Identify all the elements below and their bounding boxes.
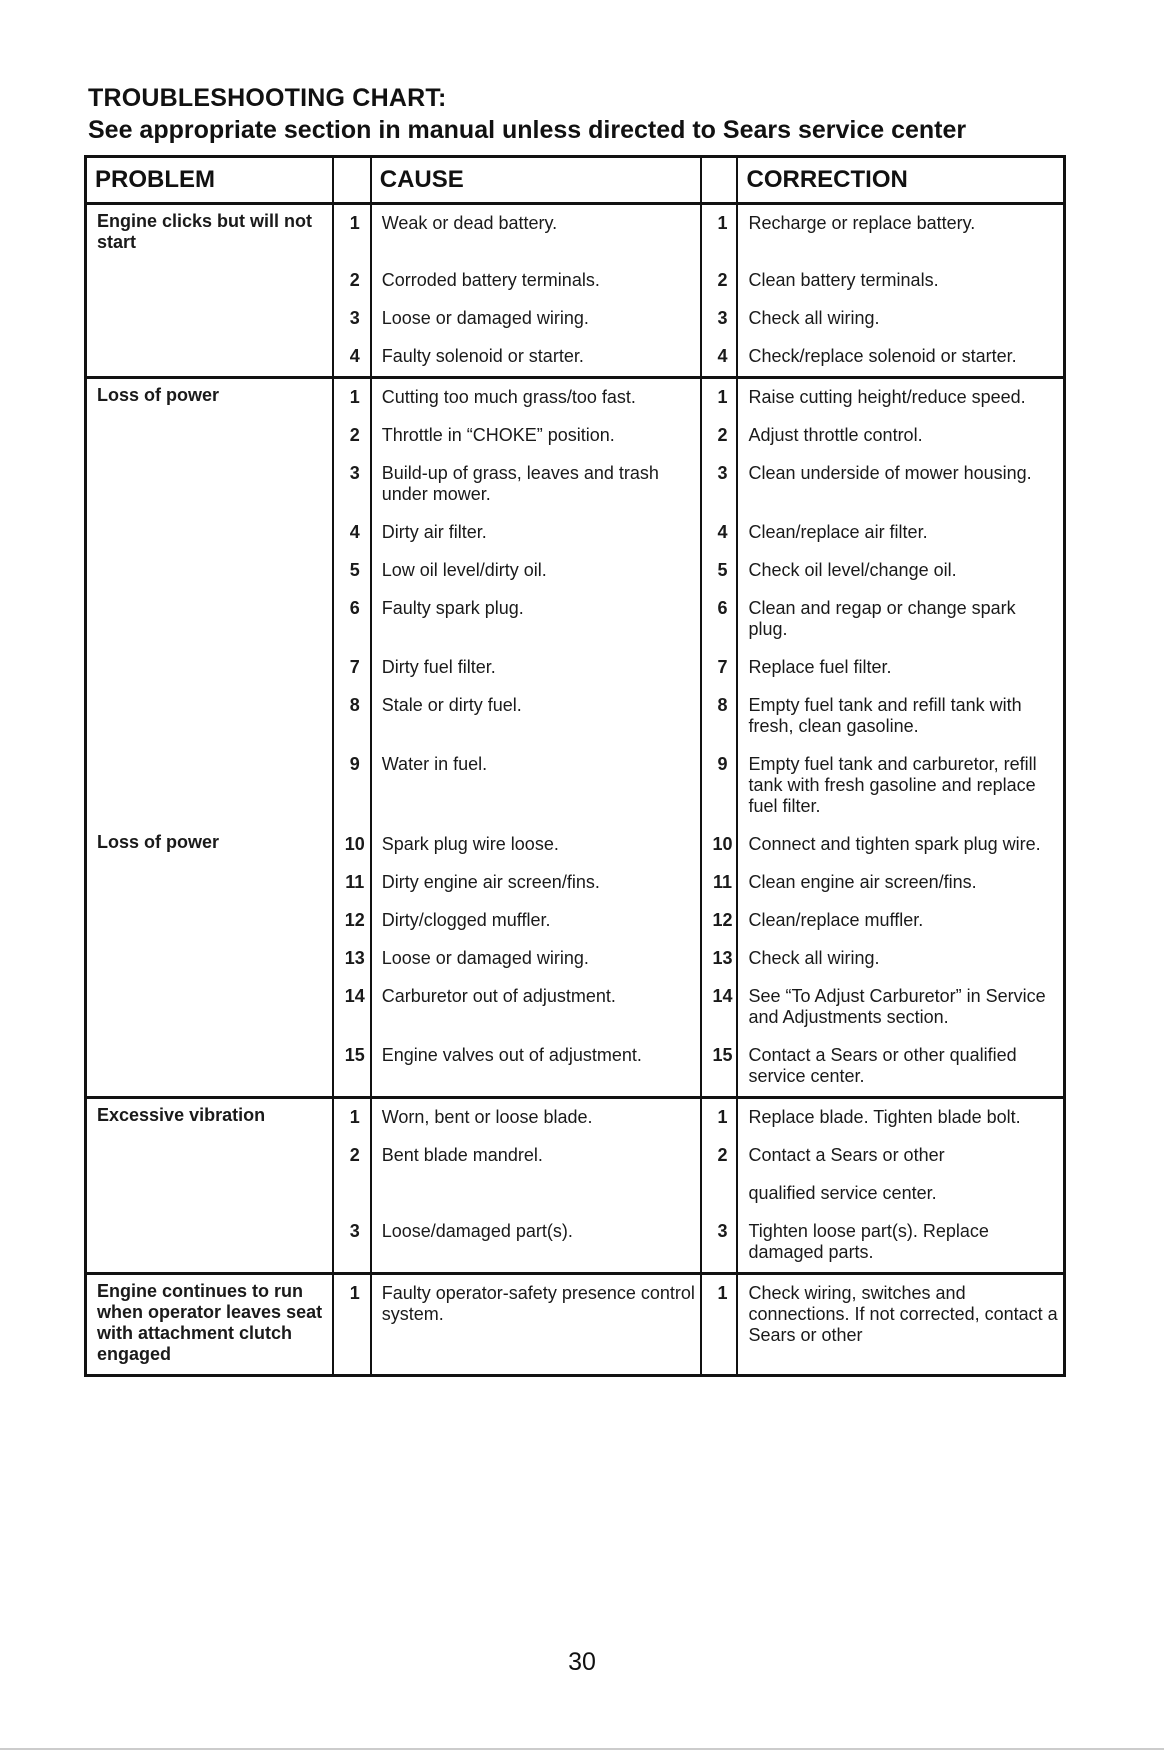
problem-cell-empty xyxy=(86,262,333,300)
problem-cell-empty xyxy=(86,1137,333,1175)
correction-text: Raise cutting height/reduce speed. xyxy=(737,378,1064,418)
problem-cell-empty xyxy=(86,746,333,826)
correction-number: 2 xyxy=(701,1137,737,1175)
correction-number: 1 xyxy=(701,204,737,263)
correction-text: Check oil level/change oil. xyxy=(737,552,1064,590)
correction-text: Contact a Sears or other xyxy=(737,1137,1064,1175)
problem-cell-empty xyxy=(86,978,333,1037)
table-row xyxy=(86,746,1065,826)
table-row xyxy=(86,1098,1065,1138)
problem-cell-empty xyxy=(86,1213,333,1274)
cause-number: 4 xyxy=(333,514,371,552)
table-row xyxy=(86,1137,1065,1175)
problem-cell: Engine clicks but will not start xyxy=(86,204,333,263)
cause-number: 7 xyxy=(333,649,371,687)
table-row xyxy=(86,417,1065,455)
table-row xyxy=(86,940,1065,978)
cause-number: 3 xyxy=(333,300,371,338)
correction-number: 13 xyxy=(701,940,737,978)
cause-text: Engine valves out of adjustment. xyxy=(371,1037,702,1098)
cause-text: Bent blade mandrel. xyxy=(371,1137,702,1175)
correction-number: 12 xyxy=(701,902,737,940)
cause-number: 2 xyxy=(333,262,371,300)
table-row xyxy=(86,262,1065,300)
problem-cell-empty xyxy=(86,590,333,649)
cause-text: Weak or dead battery. xyxy=(371,204,702,263)
correction-number: 7 xyxy=(701,649,737,687)
correction-text: Check wiring, switches and connections. If not corrected, contact a Sears or other xyxy=(737,1274,1064,1376)
cause-text: Carburetor out of adjustment. xyxy=(371,978,702,1037)
correction-text: Contact a Sears or other qualified service center. xyxy=(737,1037,1064,1098)
table-row xyxy=(86,300,1065,338)
correction-number: 1 xyxy=(701,1098,737,1138)
cause-text: Loose/damaged part(s). xyxy=(371,1213,702,1274)
column-header-spacer xyxy=(333,157,371,204)
problem-cell-empty xyxy=(86,1037,333,1098)
cause-number: 3 xyxy=(333,1213,371,1274)
correction-text: Clean engine air screen/fins. xyxy=(737,864,1064,902)
correction-number: 4 xyxy=(701,338,737,378)
table-row xyxy=(86,1037,1065,1098)
correction-number: 4 xyxy=(701,514,737,552)
table-row xyxy=(86,514,1065,552)
problem-cell: Excessive vibration xyxy=(86,1098,333,1138)
cause-number: 9 xyxy=(333,746,371,826)
problem-cell-empty xyxy=(86,338,333,378)
correction-number: 11 xyxy=(701,864,737,902)
cause-text xyxy=(371,1175,702,1213)
cause-text: Loose or damaged wiring. xyxy=(371,300,702,338)
correction-text: Replace fuel filter. xyxy=(737,649,1064,687)
cause-number: 15 xyxy=(333,1037,371,1098)
correction-number xyxy=(701,1175,737,1213)
correction-text: Clean underside of mower housing. xyxy=(737,455,1064,514)
problem-cell-empty xyxy=(86,417,333,455)
cause-text: Dirty/clogged muffler. xyxy=(371,902,702,940)
cause-text: Dirty air filter. xyxy=(371,514,702,552)
cause-text: Dirty engine air screen/fins. xyxy=(371,864,702,902)
correction-number: 5 xyxy=(701,552,737,590)
table-row xyxy=(86,826,1065,864)
correction-text: Check/replace solenoid or starter. xyxy=(737,338,1064,378)
cause-text: Faulty spark plug. xyxy=(371,590,702,649)
correction-text: Adjust throttle control. xyxy=(737,417,1064,455)
cause-number: 1 xyxy=(333,1274,371,1376)
correction-number: 2 xyxy=(701,262,737,300)
column-header-correction: CORRECTION xyxy=(737,157,1064,204)
correction-text: See “To Adjust Carburetor” in Service and Adjustments section. xyxy=(737,978,1064,1037)
correction-text: qualified service center. xyxy=(737,1175,1064,1213)
correction-number: 3 xyxy=(701,455,737,514)
problem-cell-empty xyxy=(86,902,333,940)
correction-number: 6 xyxy=(701,590,737,649)
cause-text: Faulty operator-safety presence control system. xyxy=(371,1274,702,1376)
correction-number: 15 xyxy=(701,1037,737,1098)
table-row xyxy=(86,649,1065,687)
correction-number: 3 xyxy=(701,300,737,338)
correction-text: Check all wiring. xyxy=(737,940,1064,978)
table-row xyxy=(86,338,1065,378)
correction-text: Replace blade. Tighten blade bolt. xyxy=(737,1098,1064,1138)
cause-number: 4 xyxy=(333,338,371,378)
table-row xyxy=(86,455,1065,514)
correction-number: 14 xyxy=(701,978,737,1037)
correction-text: Connect and tighten spark plug wire. xyxy=(737,826,1064,864)
cause-number: 5 xyxy=(333,552,371,590)
cause-text: Build-up of grass, leaves and trash under mower. xyxy=(371,455,702,514)
cause-text: Faulty solenoid or starter. xyxy=(371,338,702,378)
chart-title: TROUBLESHOOTING CHART: xyxy=(88,84,447,112)
cause-number: 10 xyxy=(333,826,371,864)
cause-number: 13 xyxy=(333,940,371,978)
cause-number xyxy=(333,1175,371,1213)
table-row xyxy=(86,1175,1065,1213)
cause-number: 11 xyxy=(333,864,371,902)
problem-cell-repeat: Loss of power xyxy=(86,826,333,864)
problem-cell-empty xyxy=(86,455,333,514)
problem-cell-empty xyxy=(86,514,333,552)
column-header-cause: CAUSE xyxy=(371,157,702,204)
correction-text: Clean battery terminals. xyxy=(737,262,1064,300)
cause-text: Loose or damaged wiring. xyxy=(371,940,702,978)
table-row xyxy=(86,590,1065,649)
column-header-problem: PROBLEM xyxy=(86,157,333,204)
problem-cell-empty xyxy=(86,864,333,902)
correction-text: Recharge or replace battery. xyxy=(737,204,1064,263)
correction-number: 2 xyxy=(701,417,737,455)
problem-cell-empty xyxy=(86,687,333,746)
correction-number: 1 xyxy=(701,1274,737,1376)
troubleshooting-table xyxy=(84,155,1066,1377)
correction-number: 1 xyxy=(701,378,737,418)
correction-text: Empty fuel tank and refill tank with fresh, clean gasoline. xyxy=(737,687,1064,746)
cause-number: 14 xyxy=(333,978,371,1037)
cause-text: Dirty fuel filter. xyxy=(371,649,702,687)
cause-number: 1 xyxy=(333,1098,371,1138)
correction-number: 9 xyxy=(701,746,737,826)
table-row xyxy=(86,378,1065,418)
cause-number: 6 xyxy=(333,590,371,649)
table-header-row xyxy=(86,157,1065,204)
problem-cell-empty xyxy=(86,552,333,590)
correction-text: Tighten loose part(s). Replace damaged parts. xyxy=(737,1213,1064,1274)
problem-cell: Loss of power xyxy=(86,378,333,418)
cause-text: Cutting too much grass/too fast. xyxy=(371,378,702,418)
correction-number: 8 xyxy=(701,687,737,746)
table-row xyxy=(86,687,1065,746)
page-number: 30 xyxy=(568,1648,596,1676)
cause-number: 8 xyxy=(333,687,371,746)
cause-number: 2 xyxy=(333,417,371,455)
problem-cell-empty xyxy=(86,649,333,687)
correction-text: Clean and regap or change spark plug. xyxy=(737,590,1064,649)
correction-text: Empty fuel tank and carburetor, refill tank with fresh gasoline and replace fuel filter. xyxy=(737,746,1064,826)
cause-number: 1 xyxy=(333,378,371,418)
table-row xyxy=(86,204,1065,263)
table-row xyxy=(86,1274,1065,1376)
cause-text: Corroded battery terminals. xyxy=(371,262,702,300)
table-body xyxy=(86,204,1065,1376)
table-row xyxy=(86,978,1065,1037)
correction-number: 3 xyxy=(701,1213,737,1274)
cause-number: 12 xyxy=(333,902,371,940)
chart-subtitle: See appropriate section in manual unless directed to Sears service center xyxy=(88,116,967,144)
cause-text: Spark plug wire loose. xyxy=(371,826,702,864)
cause-number: 1 xyxy=(333,204,371,263)
cause-text: Water in fuel. xyxy=(371,746,702,826)
correction-number: 10 xyxy=(701,826,737,864)
table-row xyxy=(86,864,1065,902)
problem-cell: Engine continues to run when operator leaves seat with attachment clutch engaged xyxy=(86,1274,333,1376)
cause-number: 3 xyxy=(333,455,371,514)
column-header-spacer xyxy=(701,157,737,204)
cause-text: Stale or dirty fuel. xyxy=(371,687,702,746)
table-row xyxy=(86,902,1065,940)
cause-text: Throttle in “CHOKE” position. xyxy=(371,417,702,455)
problem-cell-empty xyxy=(86,1175,333,1213)
cause-text: Low oil level/dirty oil. xyxy=(371,552,702,590)
correction-text: Check all wiring. xyxy=(737,300,1064,338)
table-row xyxy=(86,1213,1065,1274)
problem-cell-empty xyxy=(86,300,333,338)
table-row xyxy=(86,552,1065,590)
cause-number: 2 xyxy=(333,1137,371,1175)
bottom-divider xyxy=(0,1748,1164,1750)
correction-text: Clean/replace air filter. xyxy=(737,514,1064,552)
cause-text: Worn, bent or loose blade. xyxy=(371,1098,702,1138)
problem-cell-empty xyxy=(86,940,333,978)
correction-text: Clean/replace muffler. xyxy=(737,902,1064,940)
